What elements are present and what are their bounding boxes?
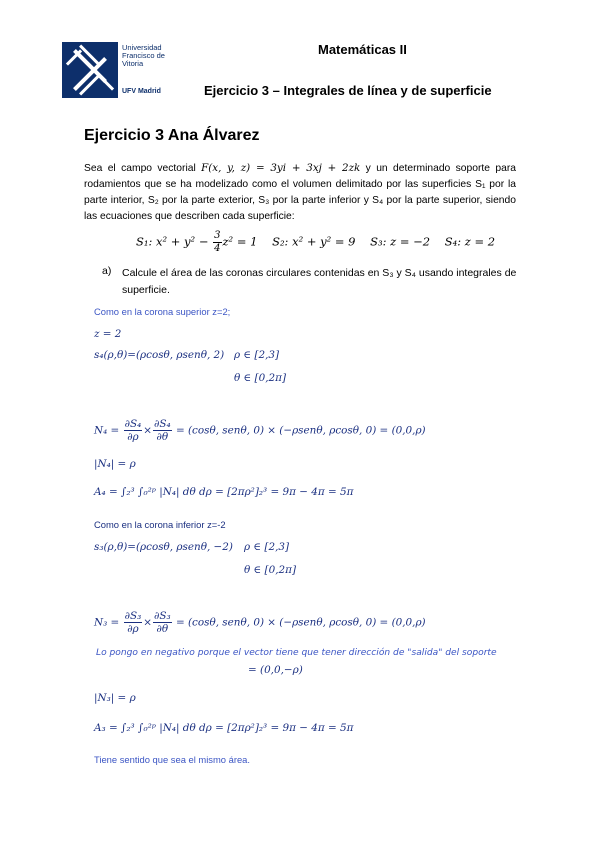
- n3-equation: N₃ = $\frac{\text{∂S₃}}{\partial\rho}$ × $\frac{\text{∂S₃}}{\partial\theta}$ = (cosθ, senθ, 0) × (−ρsenθ, ρcosθ, 0) = (0,0,ρ): [94, 610, 426, 635]
- course-title: Matemáticas II: [318, 42, 407, 57]
- a4-integral: A₄ = ∫₂³ ∫₀²ᵖ |N₄| dθ dρ = [2πρ²]₂³ = 9π − 4π = 5π: [94, 486, 354, 498]
- upper-intro: Como en la corona superior z=2;: [94, 306, 231, 317]
- a3-integral: A₃ = ∫₂³ ∫₀²ᵖ |N₄| dθ dρ = [2πρ²]₂³ = 9π − 4π = 5π: [94, 722, 354, 734]
- n3-norm: |N₃| = ρ: [94, 692, 136, 704]
- rho-range: ρ ∈ [2,3]: [234, 349, 280, 361]
- s4-parametrization: s₄(ρ,θ)=(ρcosθ, ρsenθ, 2): [94, 349, 225, 361]
- s3-parametrization: s₃(ρ,θ)=(ρcosθ, ρsenθ, −2): [94, 541, 233, 553]
- rho-range-lower: ρ ∈ [2,3]: [244, 541, 290, 553]
- surface-equations: S₁: x² + y² − $\frac{3}{4}$ z² = 1 S₂: x² + y² = 9 S₃: z = −2 S₄: z = 2: [136, 230, 496, 254]
- logo-subtitle: UFV Madrid: [122, 88, 161, 95]
- document-title: Ejercicio 3 Ana Álvarez: [84, 127, 260, 144]
- intro-paragraph: Sea el campo vectorial F(x, y, z) = 3yi + 3xj + 2zk y un determinado soporte para rodamientos que se ha modelizado como el volumen delimitado por las superficies S₁ por la parte interior, S₂ por la parte exterior, S₃ por la parte inferior y S₄ por la parte superior, siendo las ecuaciones que describen cada superficie:: [84, 162, 516, 222]
- question-text: Calcule el área de las coronas circulares contenidas en S₃ y S₄ usando integrales de superficie.: [122, 267, 517, 296]
- upper-z: z = 2: [94, 328, 122, 340]
- logo-text: Universidad Francisco de Vitoria: [122, 43, 165, 68]
- lower-intro: Como en la corona inferior z=-2: [94, 519, 226, 530]
- theta-range: θ ∈ [0,2π]: [234, 372, 287, 384]
- orientation-note: Lo pongo en negativo porque el vector tiene que tener dirección de "salida" del soporte: [96, 648, 497, 658]
- conclusion: Tiene sentido que sea el mismo área.: [94, 754, 250, 765]
- university-logo: [62, 42, 118, 98]
- question-marker: a): [102, 265, 112, 277]
- n4-norm: |N₄| = ρ: [94, 458, 136, 470]
- theta-range-lower: θ ∈ [0,2π]: [244, 564, 297, 576]
- negative-normal: = (0,0,−ρ): [248, 664, 303, 676]
- vector-field: F(x, y, z) = 3yi + 3xj + 2zk: [201, 162, 361, 174]
- exercise-title: Ejercicio 3 – Integrales de línea y de superficie: [204, 83, 492, 98]
- n4-equation: N₄ = $\frac{\text{∂S₄}}{\partial\rho}$ × $\frac{\text{∂S₄}}{\partial\theta}$ = (cosθ, senθ, 0) × (−ρsenθ, ρcosθ, 0) = (0,0,ρ): [94, 418, 426, 443]
